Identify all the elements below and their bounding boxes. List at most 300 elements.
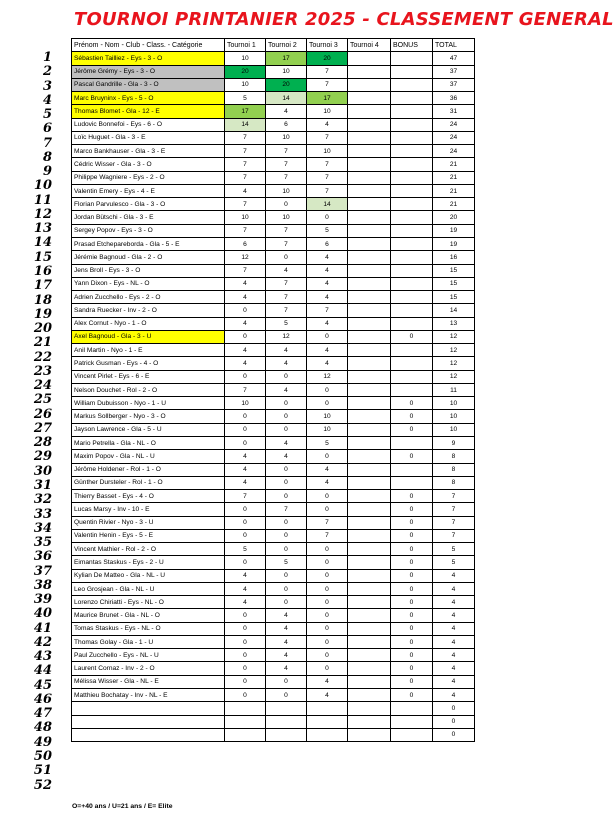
score-cell-bonus: 0 (391, 662, 433, 675)
score-cell-t1: 17 (225, 105, 266, 118)
score-cell-t3: 7 (307, 529, 348, 542)
score-cell-bonus (391, 131, 433, 144)
score-cell-t2: 7 (266, 158, 307, 171)
table-row (72, 516, 475, 529)
rank-number: 2 (42, 64, 52, 80)
player-name-cell: Kylian De Matteo - Gla - NL - U (72, 569, 225, 582)
rank-number: 13 (33, 221, 52, 237)
score-cell-t3: 5 (307, 436, 348, 449)
score-cell-t3: 0 (307, 383, 348, 396)
score-cell-t1: 4 (225, 450, 266, 463)
table-row (72, 131, 475, 144)
score-cell-t2: 0 (266, 516, 307, 529)
rank-number: 43 (33, 649, 52, 665)
score-cell-total: 4 (433, 622, 475, 635)
score-cell-t2: 4 (266, 264, 307, 277)
score-cell-t2: 0 (266, 569, 307, 582)
table-row (72, 184, 475, 197)
score-cell-total: 14 (433, 304, 475, 317)
score-cell-t3: 0 (307, 543, 348, 556)
score-cell-bonus: 0 (391, 397, 433, 410)
rank-number: 19 (33, 306, 52, 322)
score-cell-t2: 4 (266, 609, 307, 622)
score-cell-t4 (348, 131, 391, 144)
score-cell-t2: 20 (266, 78, 307, 91)
score-cell-t2: 0 (266, 490, 307, 503)
score-cell-bonus: 0 (391, 423, 433, 436)
score-cell-total: 0 (433, 715, 475, 728)
score-cell-t3: 4 (307, 291, 348, 304)
score-cell-t2: 4 (266, 635, 307, 648)
player-name-cell: Axel Bagnoud - Gla - 3 - U (72, 330, 225, 343)
score-cell-t2: 4 (266, 649, 307, 662)
score-cell-t1: 0 (225, 529, 266, 542)
column-header-tournoi-4: Tournoi 4 (348, 39, 391, 52)
score-cell-total: 0 (433, 728, 475, 741)
table-row (72, 490, 475, 503)
score-cell-t4 (348, 728, 391, 741)
score-cell-t4 (348, 596, 391, 609)
score-cell-total: 0 (433, 702, 475, 715)
table-row (72, 649, 475, 662)
score-cell-t4 (348, 516, 391, 529)
player-name-cell: Marco Bankhauser - Gla - 3 - E (72, 145, 225, 158)
score-cell-t3: 7 (307, 78, 348, 91)
score-cell-t3: 4 (307, 357, 348, 370)
player-name-cell: Günther Dursteler - Rol - 1 - O (72, 476, 225, 489)
score-cell-t4 (348, 211, 391, 224)
player-name-cell: Loïc Huguet - Gla - 3 - E (72, 131, 225, 144)
score-cell-t2: 12 (266, 330, 307, 343)
score-cell-bonus (391, 476, 433, 489)
score-cell-t1: 4 (225, 476, 266, 489)
score-cell-t1: 10 (225, 78, 266, 91)
rank-number: 42 (33, 634, 52, 650)
score-cell-t1: 14 (225, 118, 266, 131)
score-cell-t2: 5 (266, 556, 307, 569)
score-cell-t2: 4 (266, 662, 307, 675)
score-cell-t3: 7 (307, 131, 348, 144)
table-row (72, 65, 475, 78)
rank-number: 5 (42, 107, 52, 123)
rank-number: 25 (33, 392, 52, 408)
rank-number: 39 (33, 592, 52, 608)
score-cell-t2: 7 (266, 277, 307, 290)
score-cell-t1: 4 (225, 184, 266, 197)
player-name-cell (72, 702, 225, 715)
score-cell-t1: 10 (225, 397, 266, 410)
table-row (72, 344, 475, 357)
table-row (72, 702, 475, 715)
score-cell-t3: 7 (307, 184, 348, 197)
score-cell-t4 (348, 582, 391, 595)
score-cell-t2: 10 (266, 65, 307, 78)
score-cell-bonus (391, 224, 433, 237)
score-cell-t3: 0 (307, 635, 348, 648)
player-name-cell: Sergey Popov - Eys - 3 - O (72, 224, 225, 237)
player-name-cell: Maxim Popov - Gla - NL - U (72, 450, 225, 463)
score-cell-t1: 0 (225, 689, 266, 702)
player-name-cell: Mario Petrella - Gla - NL - O (72, 436, 225, 449)
score-cell-t3: 0 (307, 582, 348, 595)
score-cell-t1: 0 (225, 330, 266, 343)
score-cell-bonus: 0 (391, 450, 433, 463)
score-cell-t4 (348, 410, 391, 423)
score-cell-total: 37 (433, 78, 475, 91)
rank-column (24, 51, 52, 793)
score-cell-total: 15 (433, 264, 475, 277)
table-row (72, 78, 475, 91)
score-cell-bonus (391, 184, 433, 197)
rank-number: 26 (33, 406, 52, 422)
rank-number: 52 (33, 777, 52, 793)
score-cell-t4 (348, 118, 391, 131)
score-cell-t2: 4 (266, 436, 307, 449)
rank-number: 3 (42, 78, 52, 94)
score-cell-t2: 7 (266, 503, 307, 516)
player-name-cell: Anil Martin - Nyo - 1 - E (72, 344, 225, 357)
score-cell-bonus: 0 (391, 410, 433, 423)
column-header-bonus: BONUS (391, 39, 433, 52)
table-row (72, 596, 475, 609)
rank-number: 11 (33, 192, 52, 208)
score-cell-t1: 5 (225, 92, 266, 105)
score-cell-t2: 14 (266, 92, 307, 105)
score-cell-t4 (348, 65, 391, 78)
score-cell-t1: 4 (225, 291, 266, 304)
score-cell-bonus: 0 (391, 503, 433, 516)
table-row (72, 582, 475, 595)
score-cell-t1: 0 (225, 609, 266, 622)
score-cell-t1: 4 (225, 596, 266, 609)
score-cell-bonus (391, 237, 433, 250)
score-cell-t4 (348, 264, 391, 277)
player-name-cell: William Dubuisson - Nyo - 1 - U (72, 397, 225, 410)
player-name-cell: Mélissa Wisser - Gla - NL - E (72, 675, 225, 688)
score-cell-total: 21 (433, 158, 475, 171)
player-name-cell: Eimantas Staskus - Eys - 2 - U (72, 556, 225, 569)
rank-number: 32 (33, 492, 52, 508)
score-cell-bonus (391, 105, 433, 118)
score-cell-bonus (391, 158, 433, 171)
score-cell-bonus (391, 383, 433, 396)
player-name-cell: Valentin Henin - Eys - 5 - E (72, 529, 225, 542)
score-cell-total: 4 (433, 609, 475, 622)
score-cell-bonus (391, 344, 433, 357)
score-cell-t1: 7 (225, 490, 266, 503)
score-cell-t2: 4 (266, 383, 307, 396)
score-cell-t3 (307, 702, 348, 715)
score-cell-t1: 0 (225, 304, 266, 317)
table-row (72, 436, 475, 449)
rank-number: 50 (33, 749, 52, 765)
rank-number: 47 (33, 706, 52, 722)
player-name-cell: Vincent Pirlet - Eys - 6 - E (72, 370, 225, 383)
player-name-cell: Matthieu Bochatay - Inv - NL - E (72, 689, 225, 702)
score-cell-bonus (391, 145, 433, 158)
table-row (72, 529, 475, 542)
score-cell-t2: 0 (266, 529, 307, 542)
rank-number: 34 (33, 520, 52, 536)
player-name-cell: Cédric Wisser - Gla - 3 - O (72, 158, 225, 171)
score-cell-bonus: 0 (391, 582, 433, 595)
score-cell-t2: 4 (266, 450, 307, 463)
table-row (72, 198, 475, 211)
rank-number: 36 (33, 549, 52, 565)
score-cell-total: 15 (433, 291, 475, 304)
rank-number: 51 (33, 763, 52, 779)
player-name-cell: Maurice Brunet - Gla - NL - O (72, 609, 225, 622)
table-row (72, 264, 475, 277)
table-row (72, 503, 475, 516)
player-name-cell: Prasad Etchepareborda - Gla - 5 - E (72, 237, 225, 250)
score-cell-t3: 0 (307, 397, 348, 410)
table-row (72, 410, 475, 423)
player-name-cell: Jérôme Holdener - Rol - 1 - O (72, 463, 225, 476)
score-cell-t4 (348, 503, 391, 516)
score-cell-t4 (348, 92, 391, 105)
score-cell-t1: 4 (225, 344, 266, 357)
score-cell-t4 (348, 490, 391, 503)
table-row (72, 224, 475, 237)
score-cell-total: 12 (433, 344, 475, 357)
score-cell-total: 8 (433, 476, 475, 489)
score-cell-t1 (225, 728, 266, 741)
rank-number: 28 (33, 435, 52, 451)
score-cell-t4 (348, 529, 391, 542)
rank-number: 17 (33, 278, 52, 294)
score-cell-total: 4 (433, 569, 475, 582)
table-row (72, 237, 475, 250)
table-row (72, 251, 475, 264)
score-cell-t2: 0 (266, 423, 307, 436)
score-cell-bonus (391, 78, 433, 91)
score-cell-bonus (391, 317, 433, 330)
score-cell-t2: 0 (266, 596, 307, 609)
score-cell-total: 12 (433, 357, 475, 370)
score-cell-t2: 0 (266, 397, 307, 410)
score-cell-t3: 0 (307, 556, 348, 569)
rank-number: 14 (33, 235, 52, 251)
score-cell-t2: 10 (266, 184, 307, 197)
score-cell-t3: 14 (307, 198, 348, 211)
score-cell-t1 (225, 702, 266, 715)
table-row (72, 450, 475, 463)
score-cell-bonus: 0 (391, 689, 433, 702)
rank-number: 8 (42, 149, 52, 165)
player-name-cell: Laurent Cornaz - Inv - 2 - O (72, 662, 225, 675)
score-cell-total: 19 (433, 224, 475, 237)
score-cell-t1: 7 (225, 264, 266, 277)
score-cell-t2: 0 (266, 370, 307, 383)
score-cell-t1: 4 (225, 463, 266, 476)
score-cell-t4 (348, 383, 391, 396)
score-cell-t4 (348, 397, 391, 410)
table-row (72, 383, 475, 396)
table-row (72, 145, 475, 158)
score-cell-bonus (391, 291, 433, 304)
score-cell-t2: 0 (266, 410, 307, 423)
score-cell-t3: 6 (307, 237, 348, 250)
score-cell-t3: 10 (307, 410, 348, 423)
score-cell-total: 8 (433, 463, 475, 476)
score-cell-t2 (266, 715, 307, 728)
score-cell-bonus: 0 (391, 556, 433, 569)
score-cell-t3: 4 (307, 277, 348, 290)
score-cell-t1: 7 (225, 198, 266, 211)
score-cell-bonus (391, 304, 433, 317)
rank-number: 46 (33, 691, 52, 707)
score-cell-t4 (348, 145, 391, 158)
player-name-cell: Valentin Emery - Eys - 4 - E (72, 184, 225, 197)
score-cell-t1: 20 (225, 65, 266, 78)
score-cell-total: 4 (433, 635, 475, 648)
player-name-cell (72, 728, 225, 741)
score-cell-t1: 0 (225, 370, 266, 383)
rank-number: 31 (33, 477, 52, 493)
rank-number: 15 (33, 249, 52, 265)
table-row (72, 463, 475, 476)
player-name-cell: Thierry Basset - Eys - 4 - O (72, 490, 225, 503)
score-cell-total: 13 (433, 317, 475, 330)
score-cell-t4 (348, 330, 391, 343)
score-cell-t1: 0 (225, 436, 266, 449)
score-cell-total: 12 (433, 330, 475, 343)
score-cell-total: 12 (433, 370, 475, 383)
score-cell-t3: 0 (307, 622, 348, 635)
category-legend: O=+40 ans / U=21 ans / E= Elite (72, 803, 173, 810)
table-row (72, 304, 475, 317)
player-name-cell: Lucas Marsy - Inv - 10 - E (72, 503, 225, 516)
column-header-name: Prénom - Nom - Club - Class. - Catégorie (72, 39, 225, 52)
score-cell-t3: 4 (307, 251, 348, 264)
table-row (72, 330, 475, 343)
score-cell-total: 10 (433, 423, 475, 436)
player-name-cell: Jérôme Grémy - Eys - 3 - O (72, 65, 225, 78)
score-cell-t3: 10 (307, 105, 348, 118)
score-cell-t3: 4 (307, 118, 348, 131)
player-name-cell: Adrien Zucchello - Eys - 2 - O (72, 291, 225, 304)
table-row (72, 317, 475, 330)
player-name-cell: Marc Bruyninx - Eys - 5 - O (72, 92, 225, 105)
score-cell-t1: 4 (225, 569, 266, 582)
score-cell-t2: 0 (266, 675, 307, 688)
player-name-cell: Thomas Golay - Gla - 1 - U (72, 635, 225, 648)
score-cell-total: 5 (433, 556, 475, 569)
score-cell-t3: 7 (307, 304, 348, 317)
score-cell-t4 (348, 702, 391, 715)
score-cell-total: 20 (433, 211, 475, 224)
score-cell-t3: 17 (307, 92, 348, 105)
score-cell-t1: 4 (225, 317, 266, 330)
score-cell-t4 (348, 689, 391, 702)
score-cell-t3: 7 (307, 65, 348, 78)
score-cell-t3: 0 (307, 450, 348, 463)
score-cell-t1: 4 (225, 582, 266, 595)
rank-number: 40 (33, 606, 52, 622)
score-cell-total: 10 (433, 397, 475, 410)
score-cell-bonus (391, 702, 433, 715)
score-cell-t4 (348, 622, 391, 635)
score-cell-total: 21 (433, 171, 475, 184)
rank-number: 33 (33, 506, 52, 522)
score-cell-t4 (348, 476, 391, 489)
table-row (72, 476, 475, 489)
score-cell-t3: 0 (307, 330, 348, 343)
score-cell-t2: 6 (266, 118, 307, 131)
rank-number: 45 (33, 677, 52, 693)
rank-number: 4 (42, 92, 52, 108)
score-cell-t4 (348, 52, 391, 65)
score-cell-bonus: 0 (391, 609, 433, 622)
score-cell-total: 21 (433, 198, 475, 211)
table-row (72, 609, 475, 622)
table-row (72, 569, 475, 582)
rank-number: 35 (33, 535, 52, 551)
score-cell-t3: 5 (307, 224, 348, 237)
score-cell-t4 (348, 317, 391, 330)
score-cell-total: 9 (433, 436, 475, 449)
rank-number: 37 (33, 563, 52, 579)
score-cell-t3: 4 (307, 344, 348, 357)
score-cell-bonus: 0 (391, 649, 433, 662)
score-cell-total: 11 (433, 383, 475, 396)
rank-number: 27 (33, 420, 52, 436)
score-cell-total: 24 (433, 131, 475, 144)
table-row (72, 357, 475, 370)
score-cell-t3: 7 (307, 171, 348, 184)
score-cell-t4 (348, 291, 391, 304)
score-cell-t4 (348, 224, 391, 237)
score-cell-bonus (391, 463, 433, 476)
score-cell-t1: 0 (225, 649, 266, 662)
score-cell-t2: 7 (266, 224, 307, 237)
score-cell-t2: 0 (266, 476, 307, 489)
score-cell-t3 (307, 715, 348, 728)
score-cell-t3: 20 (307, 52, 348, 65)
score-cell-bonus: 0 (391, 675, 433, 688)
score-cell-t1: 0 (225, 635, 266, 648)
column-header-tournoi-2: Tournoi 2 (266, 39, 307, 52)
player-name-cell: Sandra Ruecker - Inv - 2 - O (72, 304, 225, 317)
rank-number: 48 (33, 720, 52, 736)
rank-number: 7 (42, 135, 52, 151)
rank-number: 18 (33, 292, 52, 308)
rank-number: 30 (33, 463, 52, 479)
score-cell-bonus (391, 171, 433, 184)
score-cell-t2: 7 (266, 171, 307, 184)
score-cell-t2 (266, 728, 307, 741)
player-name-cell: Yann Dixon - Eys - NL - O (72, 277, 225, 290)
score-cell-t4 (348, 357, 391, 370)
score-cell-t2: 0 (266, 689, 307, 702)
score-cell-t3: 4 (307, 463, 348, 476)
score-cell-t1: 0 (225, 410, 266, 423)
score-cell-t1: 0 (225, 516, 266, 529)
table-header-row (72, 39, 475, 52)
score-cell-bonus: 0 (391, 569, 433, 582)
score-cell-t1: 7 (225, 383, 266, 396)
score-cell-t3: 0 (307, 490, 348, 503)
score-cell-total: 15 (433, 277, 475, 290)
score-cell-t2: 7 (266, 237, 307, 250)
rank-number: 10 (33, 178, 52, 194)
rank-number: 29 (33, 449, 52, 465)
rank-number: 16 (33, 263, 52, 279)
score-cell-t2: 0 (266, 543, 307, 556)
table-row (72, 171, 475, 184)
score-cell-bonus: 0 (391, 516, 433, 529)
